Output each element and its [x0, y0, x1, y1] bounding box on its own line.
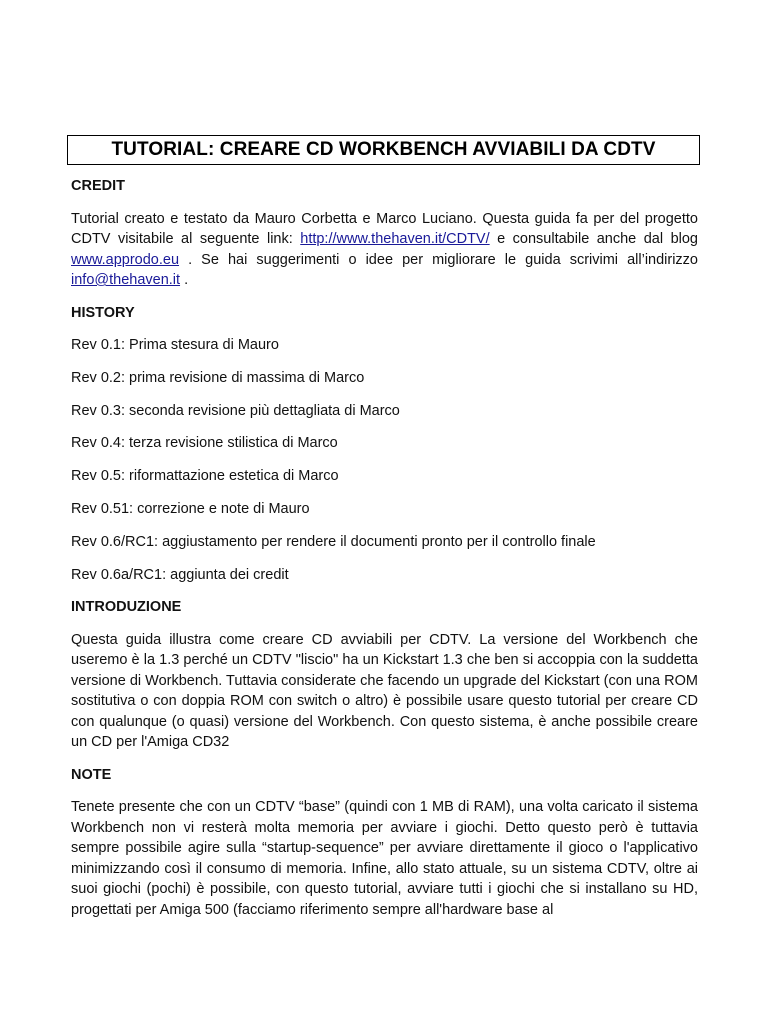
- cdtv-project-link[interactable]: http://www.thehaven.it/CDTV/: [300, 231, 490, 247]
- introduzione-paragraph: Questa guida illustra come creare CD avviabili per CDTV. La versione del Workbench che useremo è la 1.3 perché un CDTV "liscio" ha un Kickstart 1.3 che ben si accoppia con la suddetta versione di Workbench. Tuttavia considerate che facendo un upgrade del Kickstart (con una ROM sostitutiva o con doppia ROM con switch o altro) è possibile usare questo tutorial per creare CD con qualunque (o quasi) versione del Workbench. Con questo sistema, è anche possibile creare un CD per l'Amiga CD32: [71, 631, 698, 751]
- revision-item: Rev 0.6a/RC1: aggiunta dei credit: [71, 566, 289, 583]
- revision-item: Rev 0.5: riformattazione estetica di Marco: [71, 468, 339, 485]
- credit-paragraph: [71, 209, 698, 291]
- revision-item: Rev 0.4: terza revisione stilistica di Marco: [71, 435, 338, 452]
- credit-text-4: .: [180, 272, 189, 288]
- history-heading: HISTORY: [71, 304, 135, 321]
- credit-text-1: Tutorial creato e testato da Mauro Corbetta e Marco Luciano. Questa guida fa per del progetto CDTV visitabile al seguente link:: [71, 210, 698, 247]
- revision-item: Rev 0.2: prima revisione di massima di Marco: [71, 369, 365, 386]
- credit-text-2: e consultabile anche dal blog: [489, 231, 698, 247]
- introduzione-heading: INTRODUZIONE: [71, 599, 182, 616]
- note-paragraph: Tenete presente che con un CDTV “base” (quindi con 1 MB di RAM), una volta caricato il sistema Workbench non vi resterà molta memoria per avviare i giochi. Detto questo però è tuttavia sempre possibile agire sulla “startup-sequence” per avviare direttamente il gioco o l'applicativo minimizzando così il consumo di memoria. Infine, allo stato attuale, su un sistema CDTV, oltre ai suoi giochi (pochi) è possibile, con questo tutorial, avviare tutti i giochi che si installano su HD, progettati per Amiga 500 (facciamo riferimento sempre all'hardware base al: [71, 799, 698, 918]
- credit-text-3: . Se hai suggerimenti o idee per migliorare le guida scrivimi all’indirizzo: [179, 251, 698, 268]
- title-box: [67, 135, 700, 165]
- revision-item: Rev 0.6/RC1: aggiustamento per rendere il documenti pronto per il controllo finale: [71, 533, 596, 550]
- note-heading: NOTE: [71, 766, 112, 783]
- email-link[interactable]: info@thehaven.it: [71, 272, 181, 288]
- revision-item: Rev 0.3: seconda revisione più dettagliata di Marco: [71, 402, 400, 419]
- blog-link[interactable]: www.approdo.eu: [71, 251, 180, 268]
- revision-item: Rev 0.51: correzione e note di Mauro: [71, 500, 310, 517]
- document-body: [71, 176, 698, 932]
- page-title: TUTORIAL: CREARE CD WORKBENCH AVVIABILI DA CDTV: [111, 139, 656, 160]
- revision-item: Rev 0.1: Prima stesura di Mauro: [71, 337, 279, 353]
- credit-heading: CREDIT: [71, 178, 125, 194]
